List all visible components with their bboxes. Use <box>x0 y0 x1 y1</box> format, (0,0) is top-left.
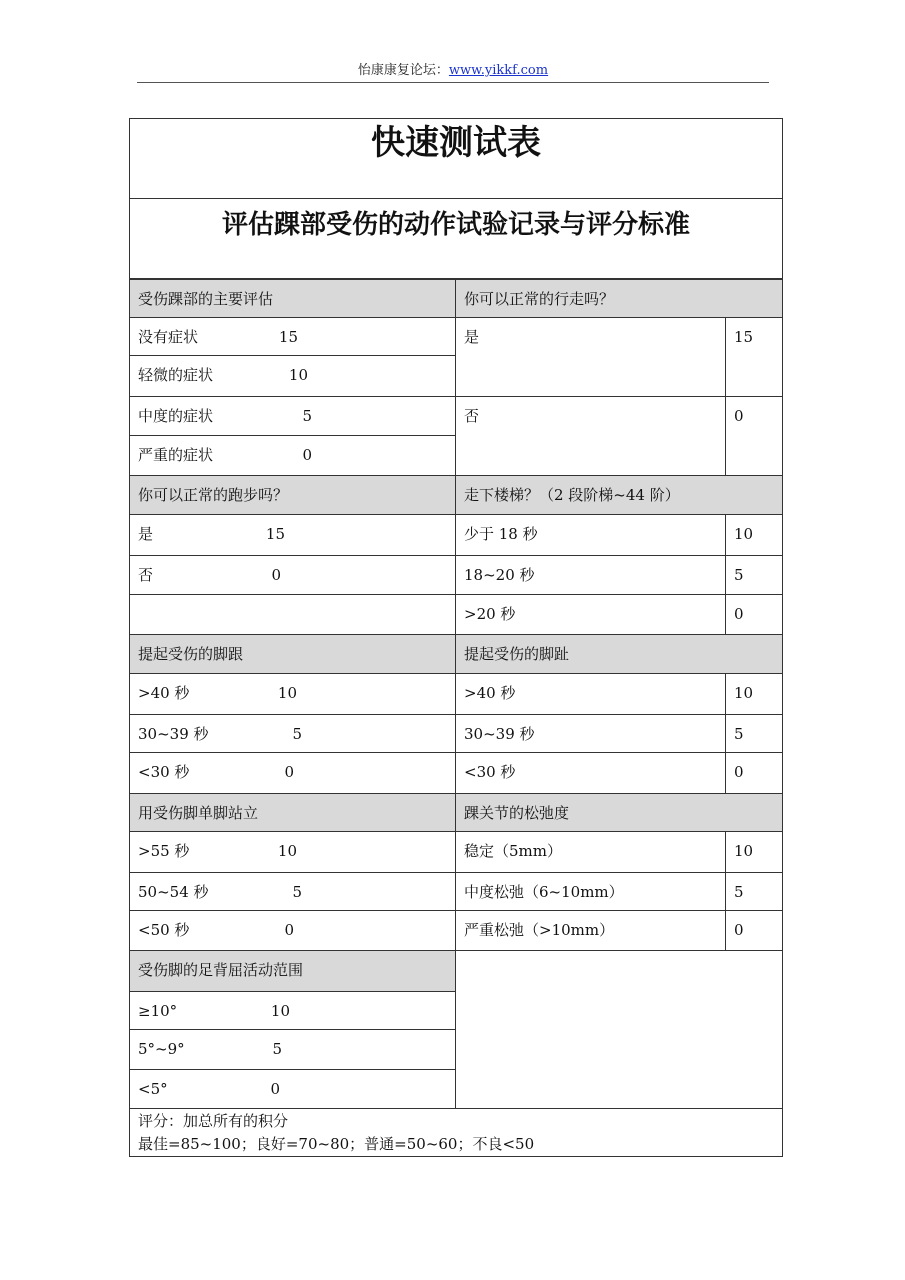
section-toe-raise: 提起受伤的脚趾 <box>456 635 783 674</box>
section-dorsiflexion: 受伤脚的足背屈活动范围 <box>130 951 456 992</box>
item-label: 30~39 秒 <box>456 715 726 753</box>
item-score: 10 <box>726 674 783 715</box>
list-item <box>130 356 456 397</box>
item-score: 5 <box>726 873 783 911</box>
section-ankle-laxity: 踝关节的松弛度 <box>456 794 783 832</box>
table-title: 快速测试表 <box>130 119 783 199</box>
item-score: 10 <box>288 366 308 384</box>
header-link[interactable]: www.yikkf.com <box>448 63 549 78</box>
item-label: 严重的症状 <box>138 446 214 464</box>
list-item <box>130 318 456 356</box>
item-score: 5 <box>292 883 302 901</box>
item-label: >40 秒 <box>138 684 190 702</box>
table-subtitle: 评估踝部受伤的动作试验记录与评分标准 <box>130 199 783 279</box>
section-single-leg-stance: 用受伤脚单脚站立 <box>130 794 456 832</box>
item-label: 中度松弛（6~10mm） <box>456 873 726 911</box>
item-label: 少于 18 秒 <box>456 515 726 556</box>
list-item <box>130 1030 456 1070</box>
item-score: 0 <box>726 595 783 635</box>
quick-test-table <box>129 118 783 1157</box>
item-label: ≥10° <box>138 1002 178 1020</box>
item-score: 5 <box>726 715 783 753</box>
item-label: 没有症状 <box>138 328 199 346</box>
item-score: 0 <box>726 753 783 794</box>
scoring-note <box>130 1109 783 1157</box>
list-item <box>130 556 456 595</box>
item-label: 轻微的症状 <box>138 366 214 384</box>
item-score: 5 <box>272 1040 282 1058</box>
section-heel-raise: 提起受伤的脚跟 <box>130 635 456 674</box>
header-prefix: 怡康康复论坛： <box>357 63 449 78</box>
item-label: >40 秒 <box>456 674 726 715</box>
list-item <box>130 873 456 911</box>
item-label: 稳定（5mm） <box>456 832 726 873</box>
empty-cell <box>456 951 783 1109</box>
item-score: 15 <box>726 318 783 397</box>
list-item <box>130 911 456 951</box>
item-score: 10 <box>270 1002 290 1020</box>
item-label: 50~54 秒 <box>138 883 209 901</box>
scoring-line-1: 评分：加总所有的积分 <box>138 1112 289 1130</box>
item-score: 10 <box>726 832 783 873</box>
empty-cell <box>130 595 456 635</box>
list-item <box>130 992 456 1030</box>
list-item <box>130 753 456 794</box>
item-label: 否 <box>456 397 726 476</box>
item-label: 中度的症状 <box>138 407 214 425</box>
item-label: 18~20 秒 <box>456 556 726 595</box>
item-label: 30~39 秒 <box>138 725 209 743</box>
section-main-assessment: 受伤踝部的主要评估 <box>130 279 456 318</box>
item-score: 10 <box>277 842 297 860</box>
item-score: 15 <box>265 525 285 543</box>
item-label: <30 秒 <box>138 763 190 781</box>
item-label: 否 <box>138 566 154 584</box>
list-item <box>130 832 456 873</box>
list-item <box>130 397 456 436</box>
item-score: 10 <box>277 684 297 702</box>
item-score: 5 <box>726 556 783 595</box>
item-score: 0 <box>726 911 783 951</box>
list-item <box>130 436 456 476</box>
item-score: 5 <box>292 725 302 743</box>
page-header <box>137 62 769 83</box>
item-score: 0 <box>302 446 312 464</box>
item-label: 严重松弛（>10mm） <box>456 911 726 951</box>
item-score: 0 <box>726 397 783 476</box>
item-score: 0 <box>284 763 294 781</box>
item-score: 10 <box>726 515 783 556</box>
section-stairs: 走下楼梯？（2 段阶梯~44 阶） <box>456 476 783 515</box>
item-label: <30 秒 <box>456 753 726 794</box>
item-score: 0 <box>271 566 281 584</box>
item-score: 5 <box>302 407 312 425</box>
list-item <box>130 515 456 556</box>
item-label: >55 秒 <box>138 842 190 860</box>
item-label: 是 <box>456 318 726 397</box>
item-label: >20 秒 <box>456 595 726 635</box>
item-label: 是 <box>138 525 154 543</box>
item-score: 0 <box>284 921 294 939</box>
item-score: 0 <box>270 1080 280 1098</box>
item-score: 15 <box>278 328 298 346</box>
scoring-line-2: 最佳=85~100；良好=70~80；普通=50~60；不良<50 <box>138 1135 535 1153</box>
item-label: <5° <box>138 1080 168 1098</box>
list-item <box>130 715 456 753</box>
item-label: 5°~9° <box>138 1040 185 1058</box>
section-walking: 你可以正常的行走吗？ <box>456 279 783 318</box>
list-item <box>130 1070 456 1109</box>
list-item <box>130 674 456 715</box>
section-running: 你可以正常的跑步吗？ <box>130 476 456 515</box>
item-label: <50 秒 <box>138 921 190 939</box>
